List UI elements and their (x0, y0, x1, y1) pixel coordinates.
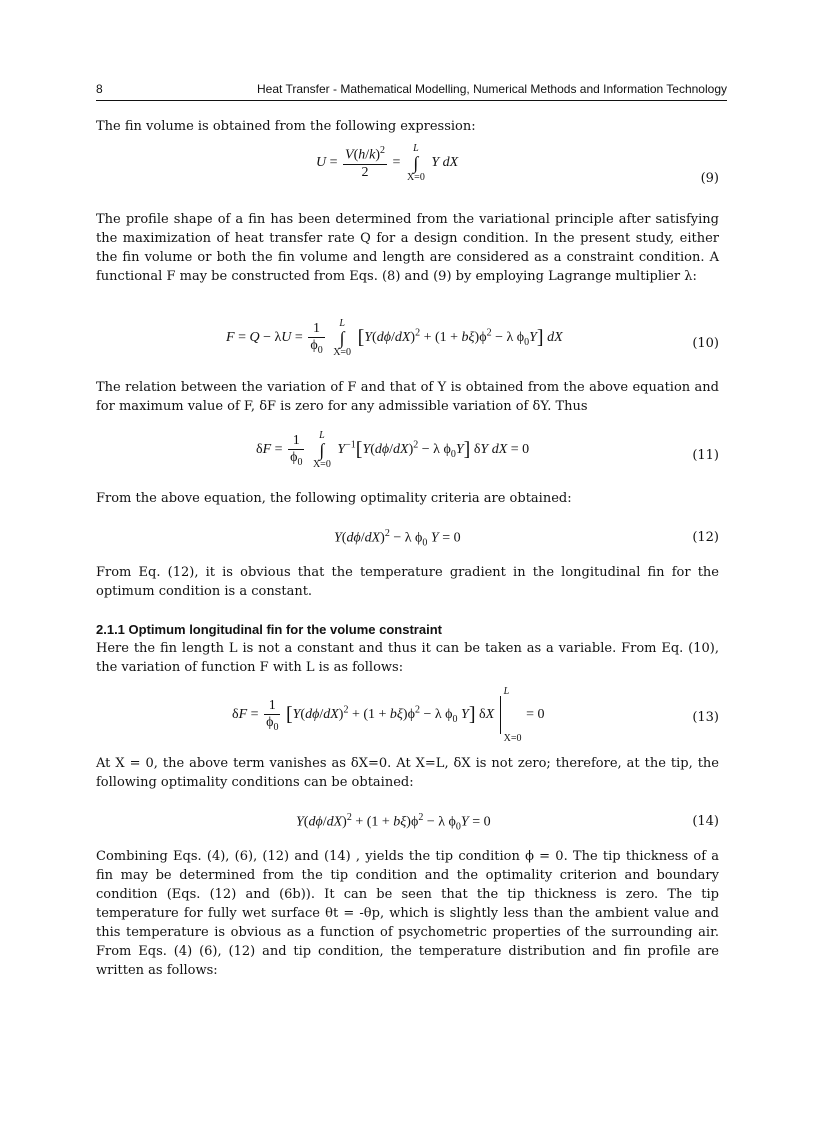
equation-13 (96, 686, 719, 746)
equation-9-body: U = $\frac{V(h/k)^2}{2}$ = L ∫ X=0 Y dX (316, 143, 459, 183)
running-head (96, 80, 727, 101)
equation-11-body: δF = $\frac{1}{\phi_0}$ L ∫ X=0 $Y^{-1}[Y(d\phi/dX)^2 - \lambda$ $\phi_0Y$] δY dX = 0 (256, 430, 530, 470)
equation-14-number: (14) (692, 814, 719, 829)
section-heading: 2.1.1 Optimum longitudinal fin for the volume constraint (96, 622, 442, 637)
equation-9-number: (9) (700, 171, 719, 186)
equation-11-number: (11) (692, 448, 719, 463)
equation-12-number: (12) (692, 530, 719, 545)
equation-14 (96, 812, 719, 838)
equation-13-number: (13) (692, 710, 719, 725)
equation-13-body: δF = $\frac{1}{\phi_0}$ [$Y(d\phi/dX)^2 + (1 + b\xi)\phi^2 - \lambda$ $\phi_0$ Y] δX L X=0 = 0 (232, 686, 545, 744)
paragraph-temperature-gradient: From Eq. (12), it is obvious that the temperature gradient in the longitudinal fin for the optimum condition is a constant. (96, 565, 719, 599)
paragraph-tip: At X = 0, the above term vanishes as δX=0. At X=L, δX is not zero; therefore, at the tip, the following optimality conditions can be obtained: (96, 756, 719, 790)
paragraph-combining: Combining Eqs. (4), (6), (12) and (14) , yields the tip condition ϕ = 0. The tip thickness of a fin may be determined from the tip condition and the optimality criterion and boundary condition (Eqs. (12) and (6b)). It can be seen that the tip thickness is zero. The tip temperature for fully wet surface θt = -θp, which is slightly less than the ambient value and this temperature is obvious as a function of psychometric properties of the surrounding air. From Eqs. (4) (6), (12) and tip condition, the temperature distribution and fin profile are written as follows: (96, 849, 719, 978)
equation-11 (96, 430, 719, 482)
equation-12-body: $Y(d\phi/dX)^2 - \lambda$ $\phi_0$ Y = 0 (334, 528, 461, 549)
equation-10-number: (10) (692, 336, 719, 351)
equation-14-body: $Y(d\phi/dX)^2 + (1 + b\xi)\phi^2 - \lambda$ $\phi_0Y = 0$ (296, 812, 491, 833)
paragraph-profile-shape: The profile shape of a fin has been determined from the variational principle after satisfying the maximization of heat transfer rate Q for a design condition. In the present study, either the fin volume or both the fin volume and length are considered as a constraint condition. A functional F may be constructed from Eqs. (8) and (9) by employing Lagrange multiplier λ: (96, 212, 719, 284)
equation-10 (96, 318, 719, 370)
equation-9 (96, 143, 719, 203)
paragraph-fin-length: Here the fin length L is not a constant and thus it can be taken as a variable. From Eq. (10), the variation of function F with L is as follows: (96, 641, 719, 675)
paragraph-optimality-criteria: From the above equation, the following optimality criteria are obtained: (96, 491, 572, 506)
running-title: Heat Transfer - Mathematical Modelling, Numerical Methods and Information Technology (256, 82, 727, 96)
paragraph-variation: The relation between the variation of F and that of Y is obtained from the above equation and for maximum value of F, δF is zero for any admissible variation of δY. Thus (96, 380, 719, 414)
paragraph-fin-volume: The fin volume is obtained from the following expression: (96, 119, 476, 134)
equation-10-body: F = Q − λU = $\frac{1}{\phi_0}$ L ∫ X=0 [$Y(d\phi/dX)^2 + (1 + b\xi)\phi^2 - \lambda$ $\phi_0Y$] dX (226, 318, 563, 358)
equation-12 (96, 528, 719, 554)
page-number: 8 (96, 82, 103, 96)
